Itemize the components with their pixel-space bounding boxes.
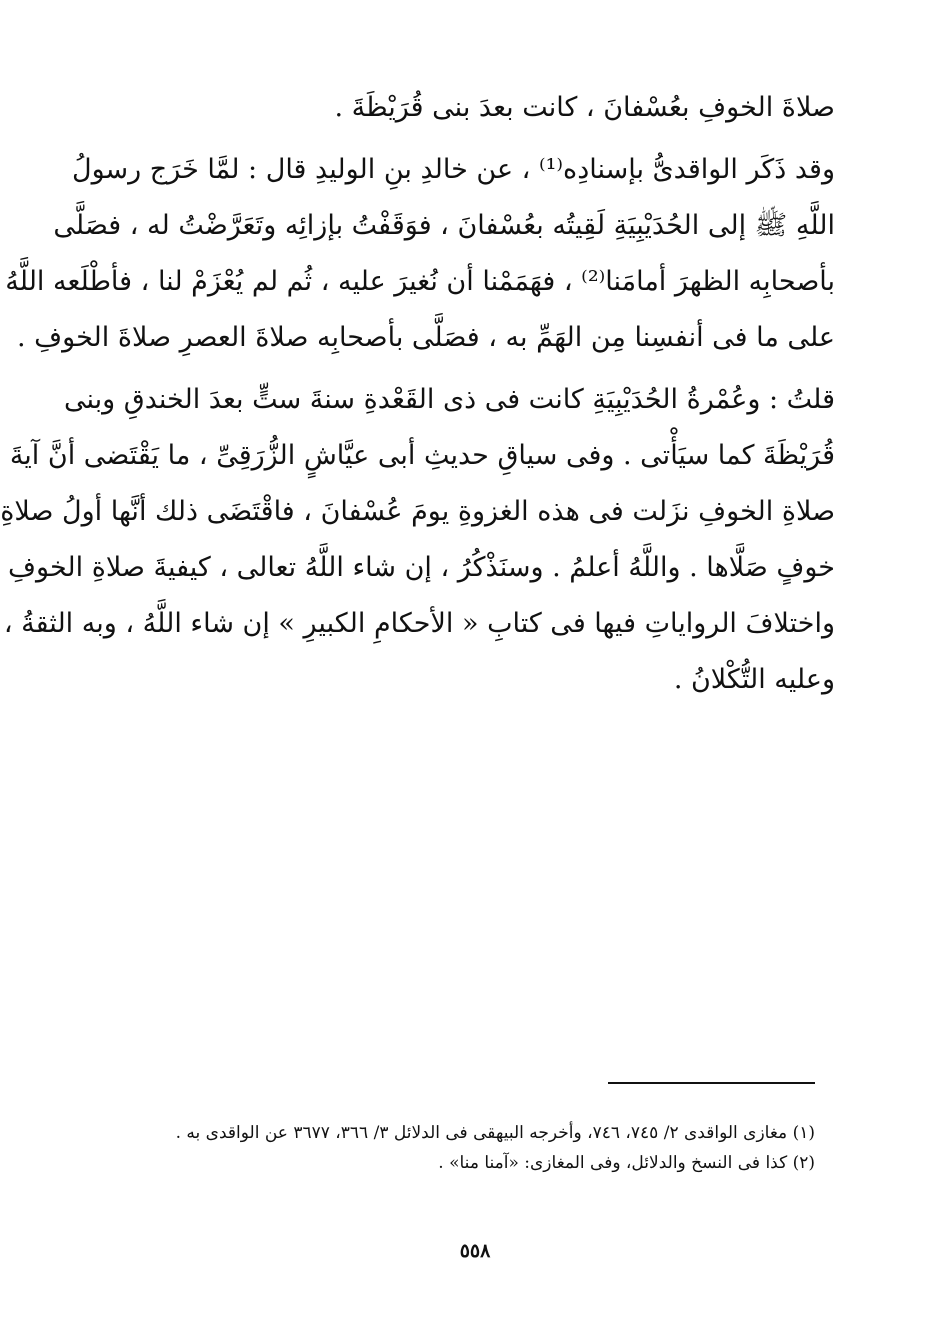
footnotes-block — [100, 1118, 815, 1178]
text-line: قلتُ : وعُمْرةُ الحُدَيْبِيَةِ كانت فى ذى القَعْدةِ سنةَ ستٍّ بعدَ الخندقِ وبنى — [64, 384, 835, 415]
footnote-2: (٢) كذا فى النسخ والدلائل، وفى المغازى: «آمنا منا» . — [438, 1153, 815, 1173]
text-line: على ما فى أنفسِنا مِن الهَمِّ به ، فصَلَّى بأصحابِه صلاةَ العصرِ صلاةَ الخوفِ . — [17, 322, 835, 353]
text-line: بأصحابِه الظهرَ أمامَنا⁽²⁾ ، فهَمَمْنا أن نُغيرَ عليه ، ثُم لم يُعْزَمْ لنا ، فأطْلَعه اللَّهُ — [5, 266, 835, 297]
text-line: صلاةِ الخوفِ نزَلت فى هذه الغزوةِ يومَ عُسْفانَ ، فاقْتَضَى ذلك أنَّها أولُ صلاةِ — [0, 496, 835, 527]
text-line: واختلافَ الرواياتِ فيها فى كتابِ « الأحكامِ الكبيرِ » إن شاء اللَّهُ ، وبه الثقةُ ، — [3, 608, 835, 639]
footnote-divider — [608, 1082, 815, 1084]
text-line: وقد ذَكَر الواقدىُّ بإسنادِه⁽¹⁾ ، عن خالدِ بنِ الوليدِ قال : لمَّا خَرَج رسولُ — [71, 154, 835, 185]
text-line: خوفٍ صَلَّاها . واللَّهُ أعلمُ . وسنَذْكُرُ ، إن شاء اللَّهُ تعالى ، كيفيةَ صلاةِ الخوفِ — [8, 552, 835, 583]
text-line: وعليه التُّكْلانُ . — [673, 664, 835, 695]
text-line: صلاةَ الخوفِ بعُسْفانَ ، كانت بعدَ بنى قُرَيْظَةَ . — [334, 92, 835, 123]
footnote-1: (١) مغازى الواقدى ٢/ ٧٤٥، ٧٤٦، وأخرجه البيهقى فى الدلائل ٣/ ٣٦٦، ٣٦٧٧ عن الواقدى به . — [175, 1123, 815, 1143]
text-line: قُرَيْظَةَ كما سيَأْتى . وفى سياقِ حديثِ أبى عيَّاشٍ الزُّرَقِىِّ ، ما يَقْتَضى أنَّ آيةَ — [9, 440, 835, 471]
main-text-block — [0, 80, 835, 708]
page-number: ٥٥٨ — [459, 1240, 491, 1262]
text-line: اللَّهِ ﷺ إلى الحُدَيْبِيَةِ لَقِيتُه بعُسْفانَ ، فوَقَفْتُ بإزائِه وتَعَرَّضْتُ له ، فصَلَّى — [53, 210, 835, 241]
